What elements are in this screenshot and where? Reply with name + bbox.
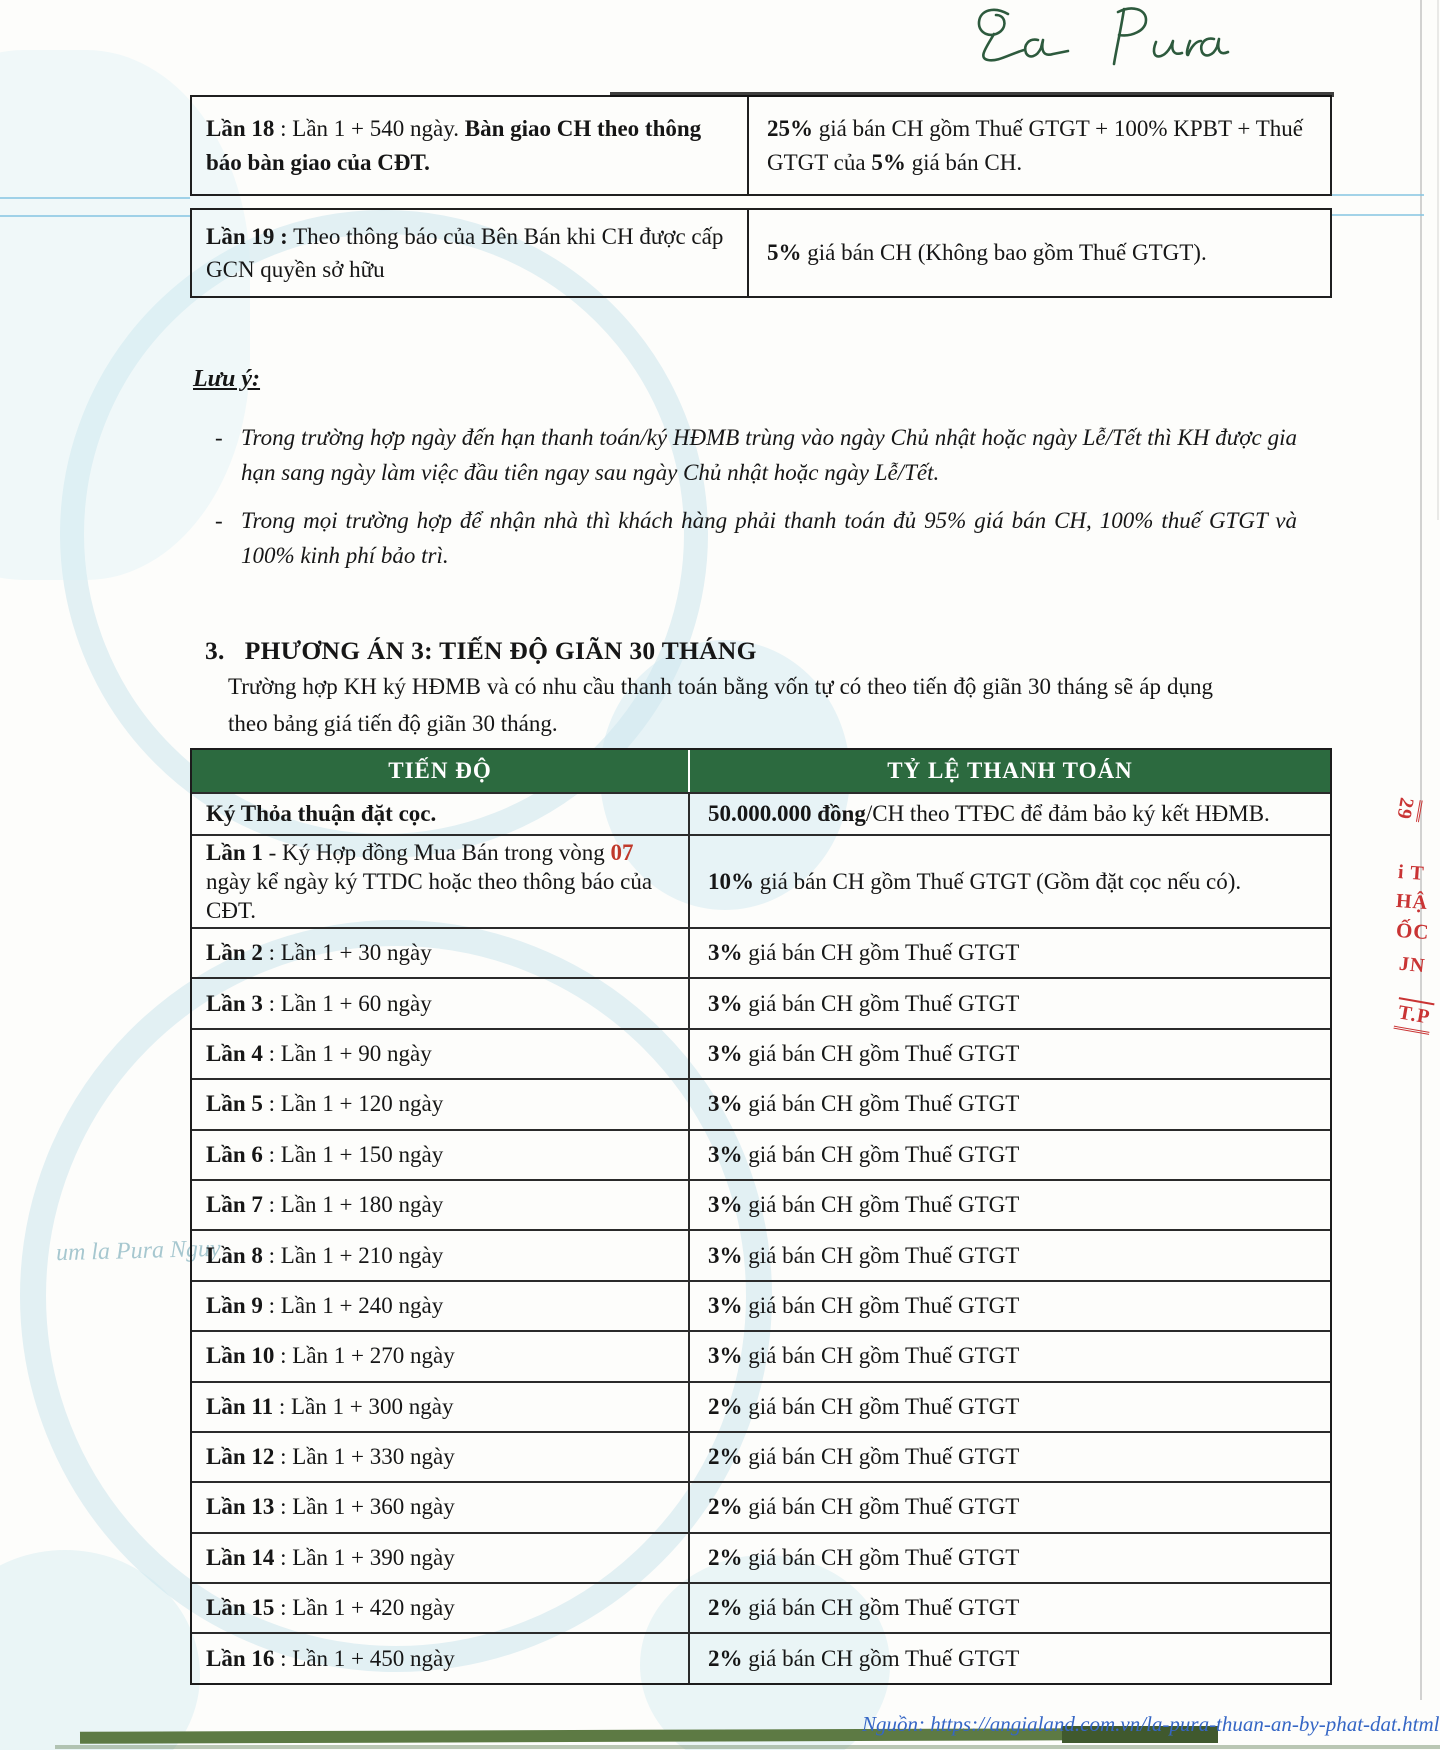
term-cell (192, 1332, 690, 1380)
term-text: Lần 18 : Lần 1 + 540 ngày. Bàn giao CH theo thông báo bàn giao của CĐT. (206, 116, 702, 175)
payment-cell (690, 1433, 1330, 1481)
watermark-blob (0, 1550, 200, 1750)
term-label: Lần 19 : (206, 223, 288, 249)
payment-cell (690, 1534, 1330, 1582)
payment-cell (690, 1584, 1330, 1632)
term-cell (192, 1231, 690, 1279)
top-table-row-19 (190, 208, 1332, 298)
ruled-line (1332, 214, 1424, 216)
stamp-fragment: T.P (1393, 997, 1434, 1035)
term-text: Lần 19 : Theo thông báo của Bên Bán khi CH được cấp GCN quyền sở hữu (206, 223, 724, 282)
term-text: Lần 16 : Lần 1 + 450 ngày (206, 1645, 455, 1671)
payment-cell (690, 1483, 1330, 1531)
schedule-row (192, 1028, 1330, 1078)
note-text: Trong trường hợp ngày đến hạn thanh toán/ký HĐMB trùng vào ngày Chủ nhật hoặc ngày Lễ/Tết thì KH được gia hạn sang ngày làm việc đầu tiên ngay sau ngày Chủ nhật hoặc ngày Lễ/Tết. (241, 425, 1297, 485)
term-cell (192, 1030, 690, 1078)
schedule-row (192, 1431, 1330, 1481)
schedule-rows (192, 927, 1330, 1683)
page-edge-line (1420, 0, 1422, 1700)
section-title: PHƯƠNG ÁN 3: TIẾN ĐỘ GIÃN 30 THÁNG (244, 636, 757, 665)
payment-cell (690, 1332, 1330, 1380)
term-text: Lần 3 : Lần 1 + 60 ngày (206, 990, 432, 1016)
schedule-row (192, 1129, 1330, 1179)
payment-cell (690, 979, 1330, 1027)
schedule-row (192, 1632, 1330, 1682)
payment-cell (690, 1282, 1330, 1330)
schedule-row (192, 1179, 1330, 1229)
payment-text: 2% giá bán CH gồm Thuế GTGT (708, 1444, 1020, 1470)
term-cell (192, 794, 690, 834)
payment-cell (690, 1634, 1330, 1682)
page-edge-line (1437, 0, 1439, 520)
term-cell (192, 1534, 690, 1582)
payment-cell (690, 1131, 1330, 1179)
schedule-row-lan-1 (192, 834, 1330, 927)
schedule-row (192, 1582, 1330, 1632)
term-cell (192, 210, 749, 296)
stamp-fragment: JN (1397, 952, 1427, 978)
payment-text: 2% giá bán CH gồm Thuế GTGT (708, 1494, 1020, 1520)
payment-text: 50.000.000 đồng/CH theo TTĐC để đảm bảo ký kết HĐMB. (708, 801, 1270, 826)
footer-thin-line (55, 1745, 1440, 1749)
scan-smear (610, 92, 1334, 97)
payment-text: 2% giá bán CH gồm Thuế GTGT (708, 1544, 1020, 1570)
stamp-fragment: 29 (1391, 796, 1422, 823)
term-text: Lần 14 : Lần 1 + 390 ngày (206, 1544, 455, 1570)
note-list (215, 420, 1297, 586)
payment-text: 2% giá bán CH gồm Thuế GTGT (708, 1595, 1020, 1621)
term-cell (192, 979, 690, 1027)
table-header-row (192, 750, 1330, 792)
term-text: Lần 1 - Ký Hợp đồng Mua Bán trong vòng 07 ngày kể ngày ký TTDC hoặc theo thông báo của CĐT. (206, 840, 653, 923)
term-cell (192, 1131, 690, 1179)
payment-text: 2% giá bán CH gồm Thuế GTGT (708, 1645, 1020, 1671)
payment-text: 10% giá bán CH gồm Thuế GTGT (Gồm đặt cọc nếu có). (708, 869, 1242, 894)
payment-cell (690, 1231, 1330, 1279)
payment-schedule-table (190, 748, 1332, 1685)
stamp-fragment: HẬ (1395, 889, 1429, 915)
term-cell (192, 1383, 690, 1431)
term-text: Lần 8 : Lần 1 + 210 ngày (206, 1242, 444, 1268)
term-text: Ký Thỏa thuận đặt cọc. (206, 801, 437, 826)
payment-text: 3% giá bán CH gồm Thuế GTGT (708, 1141, 1020, 1167)
term-cell (192, 836, 690, 927)
term-cell (192, 1181, 690, 1229)
payment-text: 3% giá bán CH gồm Thuế GTGT (708, 990, 1020, 1016)
term-label: Lần 18 (206, 116, 275, 142)
schedule-row (192, 1330, 1330, 1380)
payment-cell (690, 1181, 1330, 1229)
schedule-row (192, 1381, 1330, 1431)
term-text: Lần 2 : Lần 1 + 30 ngày (206, 940, 432, 966)
term-cell (192, 1080, 690, 1128)
section-number: 3. (205, 636, 225, 665)
note-text: Trong mọi trường hợp để nhận nhà thì khách hàng phải thanh toán đủ 95% giá bán CH, 100% thuế GTGT và 100% kinh phí bảo trì. (241, 508, 1297, 568)
term-cell (192, 1433, 690, 1481)
term-text: Lần 15 : Lần 1 + 420 ngày (206, 1595, 455, 1621)
section-intro: Trường hợp KH ký HĐMB và có nhu cầu thanh toán bằng vốn tự có theo tiến độ giãn 30 tháng sẽ áp dụng theo bảng giá tiến độ giãn 30 tháng. (228, 674, 1213, 736)
payment-text: 2% giá bán CH gồm Thuế GTGT (708, 1393, 1020, 1419)
payment-cell (749, 210, 1330, 296)
note-heading: Lưu ý: (193, 366, 261, 392)
payment-cell (690, 1030, 1330, 1078)
source-url: Nguồn: https://angialand.com.vn/la-pura-thuan-an-by-phat-dat.html (862, 1712, 1440, 1736)
payment-text: 3% giá bán CH gồm Thuế GTGT (708, 940, 1020, 966)
schedule-row (192, 1481, 1330, 1531)
ruled-line (0, 215, 190, 217)
term-text: Lần 7 : Lần 1 + 180 ngày (206, 1192, 444, 1218)
term-text: Lần 5 : Lần 1 + 120 ngày (206, 1091, 444, 1117)
term-text: Lần 10 : Lần 1 + 270 ngày (206, 1343, 455, 1369)
payment-cell (690, 1383, 1330, 1431)
deposit-row (192, 792, 1330, 834)
payment-cell (690, 794, 1330, 834)
payment-text: 3% giá bán CH gồm Thuế GTGT (708, 1040, 1020, 1066)
term-cell (192, 1584, 690, 1632)
schedule-row (192, 1229, 1330, 1279)
term-text: Lần 12 : Lần 1 + 330 ngày (206, 1444, 455, 1470)
ruled-line (0, 197, 190, 199)
top-table-row-18 (190, 95, 1332, 196)
payment-text: 3% giá bán CH gồm Thuế GTGT (708, 1292, 1020, 1318)
table-header-cell-ty-le: TỶ LỆ THANH TOÁN (887, 758, 1133, 783)
stamp-fragment: i T (1397, 861, 1426, 885)
term-cell (192, 1282, 690, 1330)
payment-cell (690, 836, 1330, 927)
term-cell (192, 97, 749, 194)
schedule-row (192, 1078, 1330, 1128)
payment-cell (690, 1080, 1330, 1128)
term-cell (192, 1634, 690, 1682)
section-heading (205, 636, 757, 666)
schedule-row (192, 1280, 1330, 1330)
payment-text: 3% giá bán CH gồm Thuế GTGT (708, 1192, 1020, 1218)
payment-text: 3% giá bán CH gồm Thuế GTGT (708, 1091, 1020, 1117)
payment-text: 3% giá bán CH gồm Thuế GTGT (708, 1242, 1020, 1268)
term-text: Lần 4 : Lần 1 + 90 ngày (206, 1040, 432, 1066)
payment-text: 25% giá bán CH gồm Thuế GTGT + 100% KPBT + Thuế GTGT của 5% giá bán CH. (767, 116, 1303, 175)
table-header-cell-tien-do: TIẾN ĐỘ (192, 750, 690, 792)
payment-cell (690, 929, 1330, 977)
term-text: Lần 11 : Lần 1 + 300 ngày (206, 1393, 454, 1419)
payment-text: 5% giá bán CH (Không bao gồm Thuế GTGT). (767, 240, 1207, 266)
term-text: Lần 9 : Lần 1 + 240 ngày (206, 1292, 444, 1318)
payment-cell (749, 97, 1330, 194)
term-cell (192, 1483, 690, 1531)
red-highlight: 07 (610, 840, 634, 865)
la-pura-logo (950, 4, 1230, 74)
term-text: Lần 6 : Lần 1 + 150 ngày (206, 1141, 444, 1167)
bullet-dash: - (215, 425, 223, 450)
term-text: Lần 13 : Lần 1 + 360 ngày (206, 1494, 455, 1520)
schedule-row (192, 977, 1330, 1027)
payment-text: 3% giá bán CH gồm Thuế GTGT (708, 1343, 1020, 1369)
term-cell (192, 929, 690, 977)
watermark-script-text: um la Pura Nguy (55, 1235, 221, 1267)
note-item (215, 503, 1297, 573)
bullet-dash: - (215, 508, 223, 533)
note-item (215, 420, 1297, 490)
ruled-line (1332, 194, 1424, 196)
schedule-row (192, 927, 1330, 977)
stamp-fragment: ỐC (1395, 917, 1431, 945)
schedule-row (192, 1532, 1330, 1582)
